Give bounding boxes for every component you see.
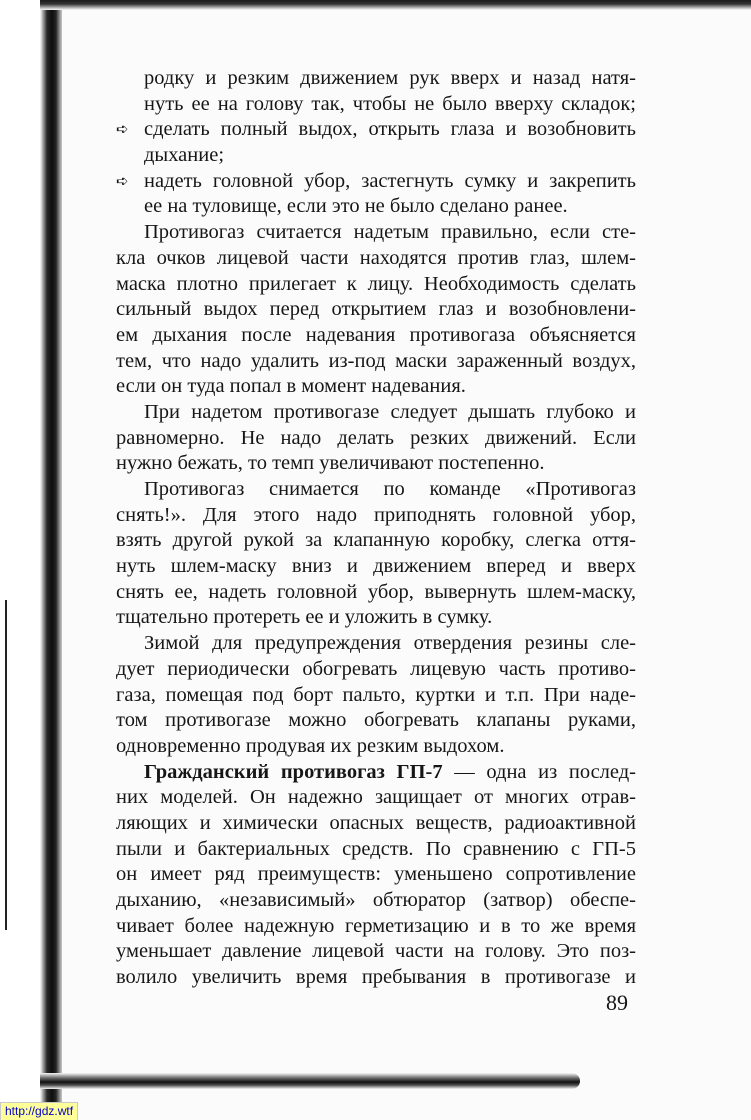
text-line [116,554,636,580]
text-line [116,734,636,760]
text-line-content: — одна из послед- [442,760,636,783]
text-line-content: ляющих и химически опасных веществ, радиоактивной [116,811,636,834]
text-line [116,477,636,503]
text-line [116,939,636,965]
text-line [116,92,636,118]
arrow-bullet-icon: ➪ [116,120,129,139]
text-line-content: них моделей. Он надежно защищает от многих отрав- [116,786,636,809]
text-line [116,760,636,786]
text-line [116,528,636,554]
text-line [116,914,636,940]
text-line-content: газа, помещая под борт пальто, куртки и т.п. При наде- [116,683,636,706]
binding-shadow [0,0,62,1120]
margin-line [5,600,7,930]
text-line-content: Зимой для предупреждения отвердения резины сле- [144,632,636,655]
text-line [116,246,636,272]
text-line-content: дыханию, «независимый» обтюратор (затвор) обеспе- [116,889,636,911]
text-line [116,580,636,606]
text-line-content: Противогаз снимается по команде «Противогаз [144,478,636,500]
text-line-content: ее на туловище, если это не было сделано ранее. [144,195,568,218]
text-line-content: равномерно. Не надо делать резких движений. Если [116,426,636,449]
text-line-content: чивает более надежную герметизацию и в то же время [116,914,636,937]
text-line-content: маска плотно прилегает к лицу. Необходимость сделать [116,272,636,295]
text-line [116,272,636,298]
text-line [116,117,636,143]
page-number: 89 [606,990,628,1015]
text-line [116,683,636,709]
text-line-content: одновременно продувая их резким выдохом. [116,734,505,757]
text-line [116,785,636,811]
text-line-content: он имеет ряд преимуществ: уменьшено сопротивление [116,863,636,886]
watermark-link[interactable]: http://gdz.wtf [0,1102,78,1120]
text-line-content: если он туда попал в момент надевания. [116,375,466,398]
text-line [116,605,636,631]
text-line-content: тем, что надо удалить из-под маски зараженный воздух, [116,349,636,372]
text-line [116,194,636,220]
text-line-content: сделать полный выдох, открыть глаза и возобновить [144,118,636,141]
text-line [116,503,636,529]
text-line-content: тщательно протереть ее и уложить в сумку. [116,606,493,629]
text-line [116,708,636,734]
text-line [116,323,636,349]
text-line-content: взять другой рукой за клапанную коробку, слегка оття- [116,529,636,552]
text-line [116,426,636,452]
text-line-content: родку и резким движением рук вверх и назад натя- [144,67,636,89]
text-line-content: нуть шлем-маску вниз и движением вперед и вверх [116,555,636,578]
text-line-content: волило увеличить время пребывания в противогазе и [116,966,636,989]
text-line [116,220,636,246]
text-line-content: дует периодически обогревать лицевую часть противо- [116,657,636,680]
text-line [116,631,636,657]
text-line-content: уменьшает давление лицевой части на голову. Это поз- [116,940,636,963]
text-line-content: При надетом противогазе следует дышать глубоко и [144,400,636,423]
text-line [116,862,636,888]
text-line-content: кла очков лицевой части находятся против глаз, шлем- [116,246,636,269]
arrow-bullet-icon: ➪ [116,171,129,190]
text-line [116,66,636,92]
top-scan-edge [40,0,751,10]
text-line [116,297,636,323]
text-line-content: том противогазе можно обогревать клапаны руками, [116,709,636,732]
text-line-content: дыхание; [144,144,225,167]
text-line [116,657,636,683]
text-line [116,349,636,375]
text-line [116,837,636,863]
text-line-content: снять!». Для этого надо приподнять головной убор, [116,503,636,526]
text-line-content: надеть головной убор, застегнуть сумку и закрепить [144,169,636,192]
text-line [116,400,636,426]
text-line-content: сильный выдох перед открытием глаз и возобновлени- [116,298,636,321]
bottom-scan-edge [40,1073,580,1089]
term-heading: Гражданский противогаз ГП-7 [144,760,443,783]
text-line-content: ем дыхания после надевания противогаза объясняется [116,323,636,346]
text-line [116,374,636,400]
text-line [116,965,636,991]
text-line [116,811,636,837]
text-line-content: Противогаз считается надетым правильно, если сте- [144,221,636,244]
text-line-content: нуть ее на голову так, чтобы не было вверху складок; [144,92,636,115]
text-line [116,451,636,477]
text-line-content: снять ее, надеть головной убор, вывернуть шлем-маску, [116,580,636,603]
text-line-content: пыли и бактериальных средств. По сравнению с ГП-5 [116,837,636,860]
text-line [116,143,636,169]
text-line [116,169,636,195]
body-text [116,66,636,991]
text-line-content: нужно бежать, то темп увеличивают постепенно. [116,452,545,475]
text-line [116,888,636,914]
